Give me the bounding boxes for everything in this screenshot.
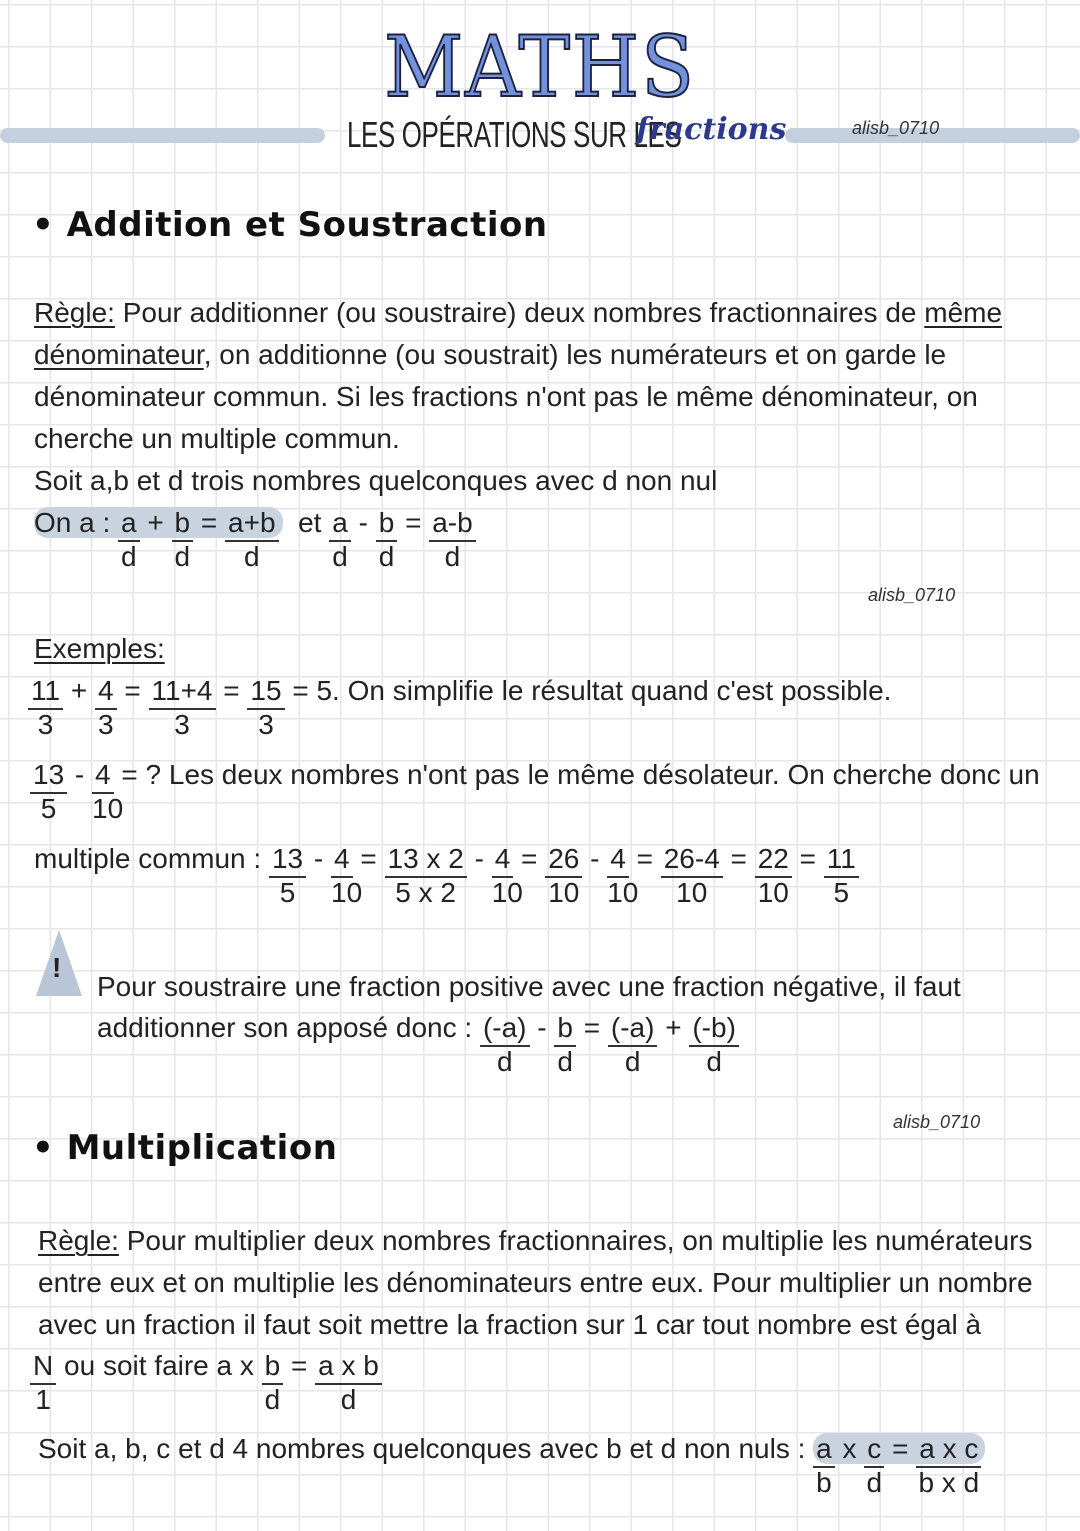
mult-rule-line-1: Règle: Pour multiplier deux nombres fractionnaires, on multiplie les numérateurs [38,1225,1033,1256]
fraction [824,838,859,908]
fraction [661,838,723,908]
fraction [149,670,216,740]
fraction [269,838,306,908]
fraction [755,838,792,908]
denominator: 10 [676,877,708,908]
numerator: 13 [269,842,306,878]
fraction [118,502,140,572]
denominator: 5 [40,793,57,824]
denominator: d [557,1046,573,1077]
numerator: 4 [607,842,629,878]
rule-line-1: Règle: Pour additionner (ou soustraire) deux nombres fractionnaires de même [34,297,1003,328]
denominator: 10 [92,793,124,824]
denominator: 3 [98,709,114,740]
denominator: 3 [258,709,274,740]
formula-text: = [513,843,546,874]
fraction [864,1428,884,1498]
formula-text: - [466,843,492,874]
numerator: b [554,1011,576,1047]
example-3 [34,838,859,908]
numerator: a+b [225,506,279,542]
formula-text: multiple commun : [34,843,269,874]
denominator: d [264,1384,281,1415]
formula-text: - [350,507,376,538]
fraction [30,754,67,824]
rule-line-4: cherche un multiple commun. [34,423,400,454]
denominator: d [496,1046,513,1077]
numerator: 4 [95,674,117,710]
numerator: a-b [429,506,475,542]
fraction [480,1007,530,1077]
denominator: 10 [548,877,580,908]
denominator: 3 [174,709,190,740]
formula-text: + [63,675,95,706]
denominator: d [244,541,260,572]
section-heading-multiplication: • Multiplication [32,1128,338,1168]
section-heading-addition: • Addition et Soustraction [32,205,548,245]
fraction [331,838,363,908]
numerator: (-a) [608,1011,658,1047]
watermark: alisb_0710 [868,585,956,605]
formula-text: et [282,507,330,538]
formula-text: = [215,675,248,706]
denominator: 1 [35,1384,51,1415]
denominator: 10 [491,877,523,908]
numerator: a x c [916,1432,981,1468]
numerator: 13 [30,758,67,794]
formula-text: = [791,843,824,874]
mult-rule-line-2: entre eux et on multiplie les dénominateurs entre eux. Pour multiplier un nombre [38,1267,1033,1298]
numerator: 22 [755,842,792,878]
numerator: a [813,1432,835,1468]
fraction [385,838,467,908]
formula-text: x [834,1433,865,1464]
numerator: (-b) [689,1011,739,1047]
fraction [247,670,284,740]
formula-text: additionner son apposé donc : [97,1012,480,1043]
highlight [813,1433,985,1498]
denominator: 5 [833,877,850,908]
rule-line-3: dénominateur commun. Si les fractions n'ont pas le même dénominateur, on [34,381,978,412]
mult-formula-1 [30,1345,382,1415]
page-title: MATHS [384,18,696,116]
fraction [376,502,398,572]
formula-text: + [139,507,172,538]
denominator: 10 [757,877,789,908]
numerator: 4 [331,842,353,878]
denominator: 10 [331,877,363,908]
numerator: 4 [92,758,114,794]
formula-text: ou soit faire a x [56,1350,262,1381]
numerator: 11 [28,674,63,710]
formula-text: = [193,507,226,538]
fraction [30,1345,56,1415]
denominator: 5 [279,877,296,908]
formula-text: - [529,1012,555,1043]
denominator: d [706,1046,722,1077]
mult-rule-line-3: avec un fraction il faut soit mettre la fraction sur 1 car tout nombre est égal à [38,1309,982,1340]
numerator: a x b [315,1349,382,1385]
denominator: d [340,1384,357,1415]
watermark: alisb_0710 [852,118,940,138]
denominator: d [444,541,461,572]
numerator: c [864,1432,884,1468]
fraction [916,1428,981,1498]
denominator: b x d [918,1467,980,1498]
fraction [813,1428,835,1498]
numerator: 13 x 2 [385,842,467,878]
rule-line-5: Soit a,b et d trois nombres quelconques avec d non nul [34,465,718,496]
example-1 [28,670,892,740]
formula-text: = [575,1012,608,1043]
formula-text: On a : [34,507,119,538]
denominator: 5 x 2 [395,877,456,908]
fraction [172,502,194,572]
formula-text: = [116,675,149,706]
formula-text: = 5. On simplifie le résultat quand c'est possible. [284,675,892,706]
rule-line-2: dénominateur, on additionne (ou soustrait) les numérateurs et on garde le [34,339,947,370]
fraction [225,502,279,572]
fraction [545,838,582,908]
fraction [491,838,523,908]
decorative-bar-left [0,128,325,143]
numerator: (-a) [480,1011,530,1047]
fraction [689,1007,739,1077]
numerator: b [262,1349,284,1385]
formula-text: - [582,843,608,874]
fraction [554,1007,576,1077]
denominator: 10 [607,877,639,908]
numerator: 26 [545,842,582,878]
formula-text: = [722,843,755,874]
formula-text: = [352,843,385,874]
numerator: N [30,1349,56,1385]
denominator: b [816,1467,832,1498]
fraction [607,838,639,908]
denominator: d [866,1467,883,1498]
denominator: d [174,541,191,572]
numerator: 4 [492,842,514,878]
denominator: d [121,541,137,572]
formula-text: = [283,1350,316,1381]
formula-addition [34,502,476,572]
watermark: alisb_0710 [893,1112,981,1132]
denominator: d [332,541,348,572]
numerator: a [118,506,140,542]
denominator: d [624,1046,641,1077]
fraction [315,1345,382,1415]
fraction [92,754,124,824]
denominator: d [378,541,395,572]
fraction [608,1007,658,1077]
mult-formula-2 [38,1428,985,1498]
formula-text: - [67,759,93,790]
formula-text: - [306,843,332,874]
numerator: 26-4 [661,842,723,878]
numerator: 11 [824,842,859,878]
numerator: 11+4 [149,674,216,710]
fraction [429,502,475,572]
denominator: 3 [37,709,54,740]
numerator: 15 [247,674,284,710]
formula-text: = [884,1433,917,1464]
formula-text: = [628,843,661,874]
formula-text: Soit a, b, c et d 4 nombres quelconques avec b et d non nuls : [38,1433,814,1464]
warning-formula [97,1007,739,1077]
fraction [329,502,351,572]
formula-text: + [657,1012,690,1043]
formula-text: = ? Les deux nombres n'ont pas le même désolateur. On cherche donc un [113,759,1040,790]
fraction [95,670,117,740]
warning-mark: ! [52,952,62,983]
subtitle-script: fractions [636,112,787,147]
warning-line-1: Pour soustraire une fraction positive avec une fraction négative, il faut [97,971,961,1002]
fraction [262,1345,284,1415]
numerator: b [376,506,398,542]
fraction [28,670,63,740]
numerator: a [329,506,351,542]
examples-label: Exemples: [34,633,165,664]
numerator: b [172,506,194,542]
subtitle: LES OPÉRATIONS SUR LES [347,114,682,155]
example-2 [30,754,1040,824]
formula-text: = [397,507,430,538]
